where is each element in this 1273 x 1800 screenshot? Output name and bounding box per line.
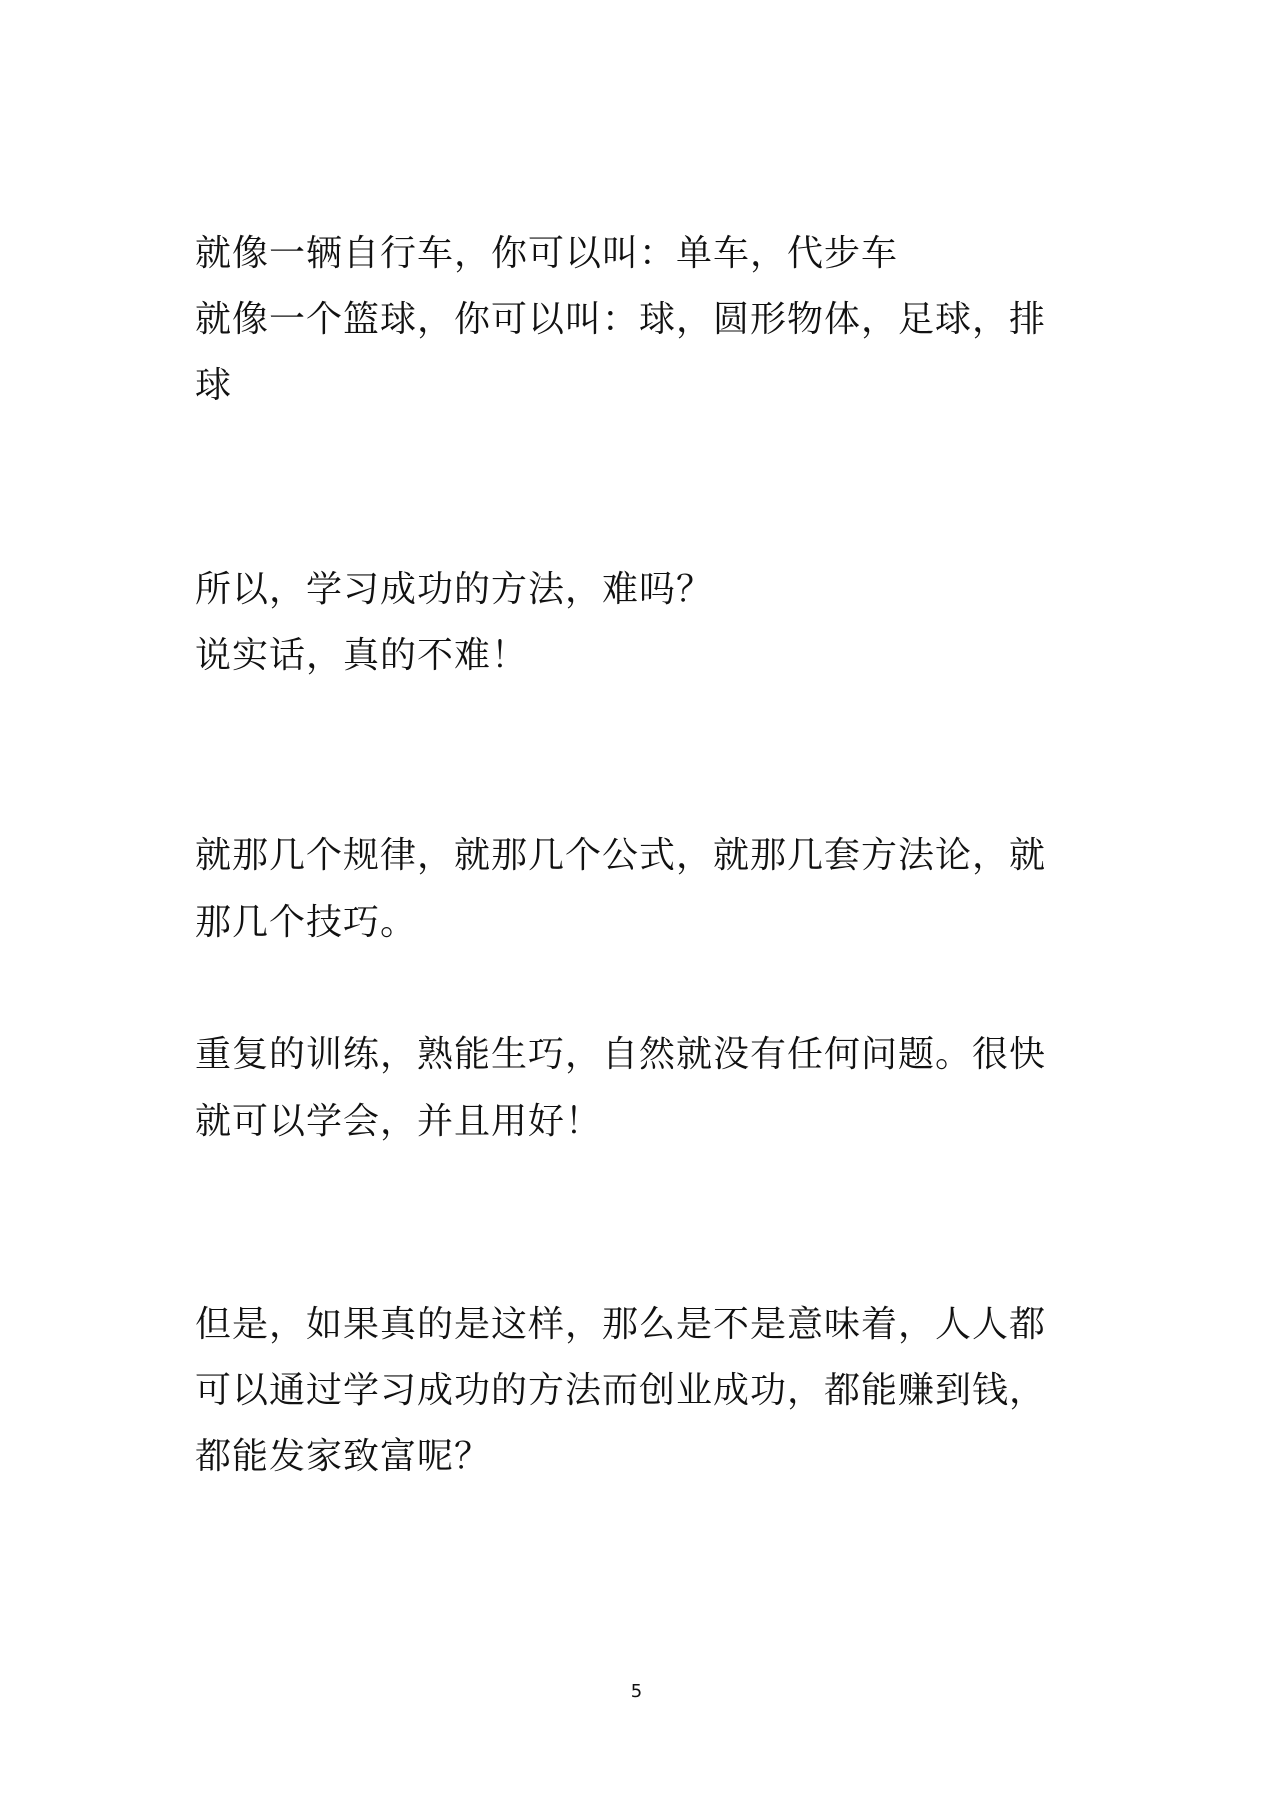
text-line: 就像一辆自行车，你可以叫：单车，代步车 — [195, 233, 899, 274]
text-line: 球 — [195, 365, 233, 406]
text-line: 所以，学习成功的方法，难吗？ — [195, 569, 714, 610]
text-line: 就可以学会，并且用好！ — [195, 1101, 603, 1142]
text-line: 说实话，真的不难！ — [195, 635, 529, 676]
text-line: 但是，如果真的是这样，那么是不是意味着，人人都 — [195, 1304, 1047, 1345]
text-line: 可以通过学习成功的方法而创业成功，都能赚到钱， — [195, 1370, 1047, 1411]
text-line: 重复的训练，熟能生巧，自然就没有任何问题。很快 — [195, 1034, 1047, 1075]
text-line: 那几个技巧。 — [195, 902, 418, 943]
text-line: 都能发家致富呢？ — [195, 1436, 492, 1477]
page-number: 5 — [630, 1681, 643, 1702]
text-line: 就像一个篮球，你可以叫：球，圆形物体，足球，排 — [195, 299, 1047, 340]
text-line: 就那几个规律，就那几个公式，就那几套方法论，就 — [195, 835, 1047, 876]
